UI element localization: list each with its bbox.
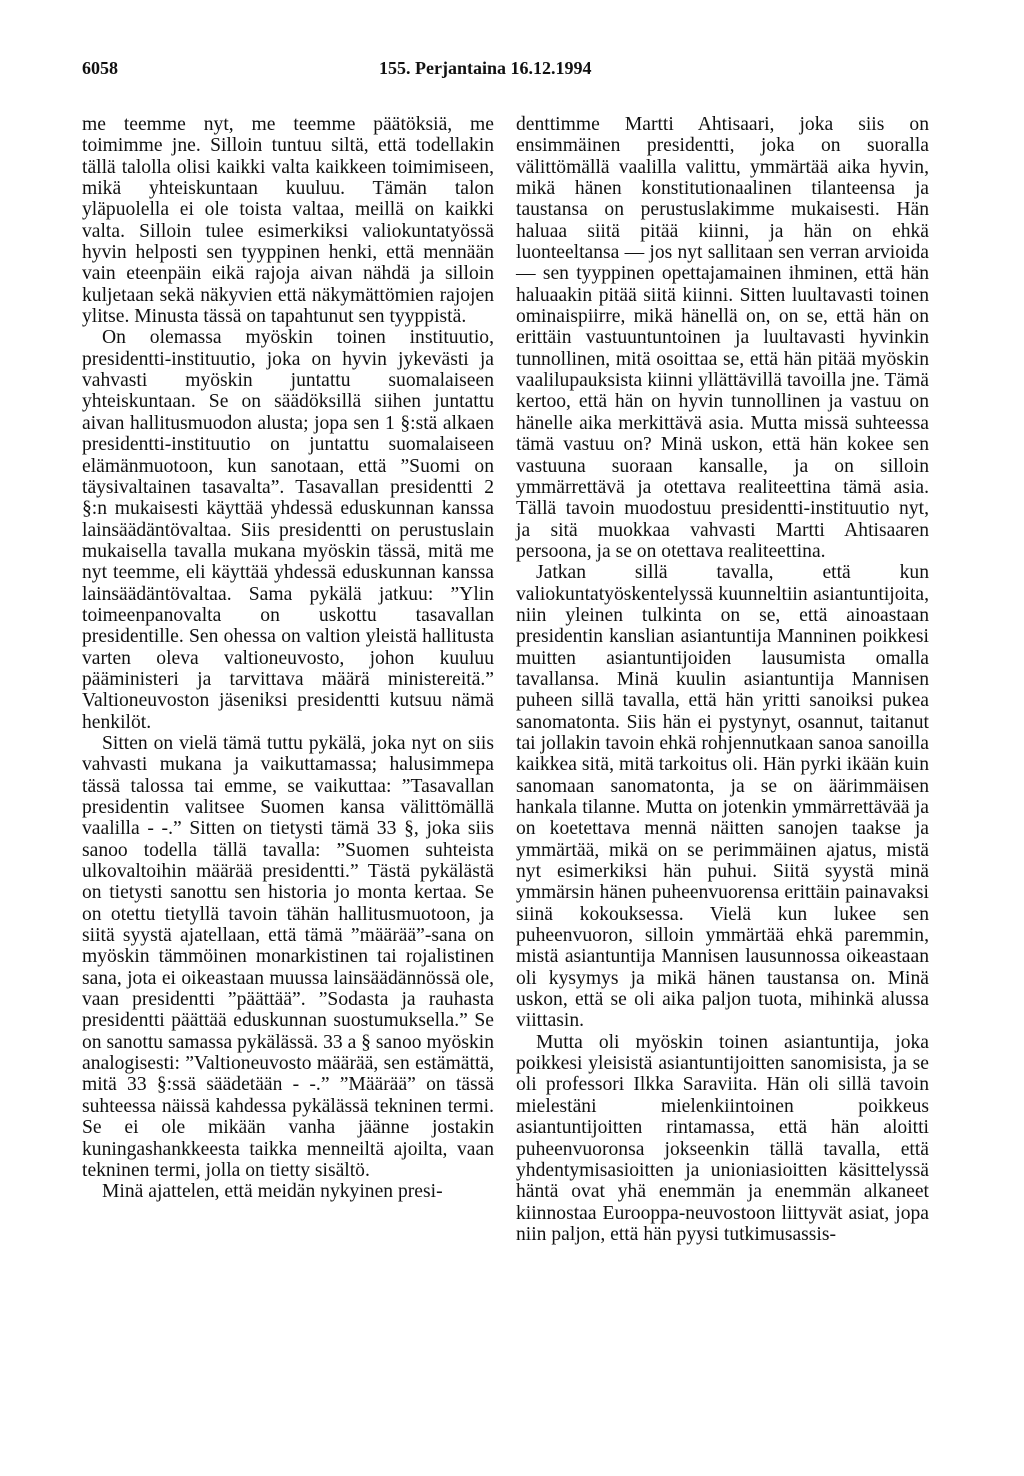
paragraph: Minä ajattelen, että meidän nykyinen presi-: [102, 1181, 443, 1203]
paragraph: On olemassa myöskin toinen instituutio, presidentti-instituutio, joka on hyvin jykevästi ja vahvasti myöskin juntattu suomalaiseen yhteiskuntaan. Se on säädöksillä siihen juntattu aivan hallitusmuodon alusta; jopa sen 1 §:stä alkaen presidentti-instituutio on juntattu suomalaiseen elämänmuotoon, kun sanotaan, että ”Suomi on täysivaltainen tasavalta”. Tasavallan presidentti 2 §:n mukaisesti käyttää yhdessä eduskunnan kanssa lainsäädäntövaltaa. Siis presidentti on perustuslain mukaisella tavalla mukana myöskin tässä, mitä me nyt teemme, eli käyttää yhdessä eduskunnan kanssa lainsäädäntövaltaa. Sama pykälä jatkuu: ”Ylin toimeenpanovalta on uskottu tasavallan presidentille. Sen ohessa on valtion yleistä hallitusta varten oleva valtioneuvosto, johon kuuluu pääministeri ja tarvittava määrä ministereitä.” Valtioneuvoston jäseniksi presidentti kutsuu nämä henkilöt.: [82, 327, 494, 733]
paragraph: Jatkan sillä tavalla, että kun valiokuntatyöskentelyssä kuunneltiin asiantuntijoita, niin yleinen tulkinta on se, että ainoastaan presidentin kanslian asiantuntija Manninen poikkesi muitten asiantuntijoiden lausumista omalla tavallansa. Minä kuulin asiantuntija Mannisen puheen sillä tavalla, että hän yritti sanoiksi pukea sanomatonta. Siis hän ei pystynyt, osannut, taitanut tai jollakin tavoin ehkä rohjennutkaan sanoa sanoilla kaikkea sitä, mitä tarkoitus oli. Hän pyrki ikään kuin sanomaan sanomatonta, ja se on äärimmäisen hankala tilanne. Mutta on jotenkin ymmärrettävää ja on koetettava mennä näitten sanojen taakse ja ymmärtää, mikä on se perimmäinen ajatus, mistä nyt esimerkiksi hän puhui. Siitä syystä minä ymmärsin hänen puheenvuorensa erittäin painavaksi siinä kokouksessa. Vielä kun lukee sen puheenvuoron, silloin ymmärtää ehkä paremmin, mistä asiantuntija Mannisen lausunnossa oikeastaan oli kysymys ja mikä hänen taustansa on. Minä uskon, että se oli aika paljon tuota, mihinkä alussa viittasin.: [516, 562, 929, 1032]
right-column: [516, 114, 929, 1245]
paragraph: denttimme Martti Ahtisaari, joka siis on ensimmäinen presidentti, joka on suoralla välittömällä vaalilla valittu, ymmärtää aika hyvin, mikä hänen konstitutionaalinen tilanteensa ja taustansa on perustuslakimme mukaisesti. Hän haluaa siitä pitää kiinni, ja hän on ehkä luonteeltansa — jos nyt sallitaan sen verran arvioida — sen tyyppinen opettajamainen ihminen, että hän haluaakin pitää siitä kiinni. Sitten luultavasti toinen ominaispiirre, mikä hänellä on, on se, että hän on erittäin vastuuntuntoinen ja luultavasti hyvinkin tunnollinen, mitä osoittaa se, että hän pitää myöskin vaalilupauksista kiinni yllättävillä tavoilla jne. Tämä kertoo, että hän on hyvin tunnollinen ja vastuu on hänelle aika merkittävä asia. Mutta missä suhteessa tämä vastuu on? Minä uskon, että hän kokee sen vastuuna suoraan kansalle, ja on silloin ymmärrettävä ja otettava realiteettina tämä asia. Tällä tavoin muodostuu presidentti-instituutio nyt, ja sitä muokkaa vahvasti Martti Ahtisaaren persoona, ja se on otettava realiteettina.: [516, 114, 929, 562]
paragraph: me teemme nyt, me teemme päätöksiä, me toimimme jne. Silloin tuntuu siltä, että todellakin tällä talolla olisi kaikki valta kaikkeen toimimiseen, mikä yhteiskuntaan kuuluu. Tämän talon yläpuolella ei ole toista valtaa, meillä on kaikki valta. Silloin tulee esimerkiksi valiokuntatyössä hyvin helposti sen tyyppinen henki, että mennään vain eteenpäin eikä rajoja aivan nähdä ja silloin kuljetaan sekä näkyvien että näkymättömien rajojen ylitse. Minusta tässä on tapahtunut sen tyyppistä.: [82, 114, 494, 328]
left-column: [82, 114, 494, 1203]
running-title: 155. Perjantaina 16.12.1994: [379, 58, 592, 78]
paragraph: Sitten on vielä tämä tuttu pykälä, joka nyt on siis vahvasti mukana ja vaikuttamassa; halusimmepa tässä talossa tai emme, se vaikuttaa: ”Tasavallan presidentin valitsee Suomen kansa välittömällä vaalilla - -.” Sitten on tietysti tämä 33 §, joka siis sanoo todella tällä tavalla: ”Suomen suhteista ulkovaltoihin määrää presidentti.” Tästä pykälästä on tietysti sanottu sen historia jo monta kertaa. Se on otettu tietyllä tavoin tähän hallitusmuotoon, ja siitä syystä ajatellaan, että tämä ”määrää”-sana on myöskin tämmöinen monarkistinen tai rojalistinen sana, jota ei oikeastaan muussa lainsäädännössä ole, vaan presidentti ”päättää”. ”Sodasta ja rauhasta presidentti päättää eduskunnan suostumuksella.” Se on sanottu samassa pykälässä. 33 a § sanoo myöskin analogisesti: ”Valtioneuvosto määrää, sen estämättä, mitä 33 §:ssä säädetään - -.” ”Määrää” on tässä suhteessa näissä kahdessa pykälässä tekninen termi. Se ei ole mikään vanha jäänne jostakin kuningashankkeesta taikka menneiltä ajoilta, vaan tekninen termi, jolla on tietty sisältö.: [82, 732, 494, 1181]
page-number: 6058: [82, 58, 118, 78]
page-header: [82, 58, 952, 84]
paragraph: Mutta oli myöskin toinen asiantuntija, joka poikkesi yleisistä asiantuntijoitten sanomisista, ja se oli professori Ilkka Saraviita. Hän oli sillä tavoin mielestäni mielenkiintoinen poikkeus asiantuntijoitten rintamassa, että hän aloitti puheenvuoronsa jokseenkin tällä tavalla, että yhdentymisasioitten ja unioniasioitten käsittelyssä häntä ovat yhä enemmän ja enemmän alkaneet kiinnostaa Eurooppa-neuvostoon liittyvät asiat, jopa niin paljon, että hän pyysi tutkimusassis-: [516, 1031, 929, 1245]
